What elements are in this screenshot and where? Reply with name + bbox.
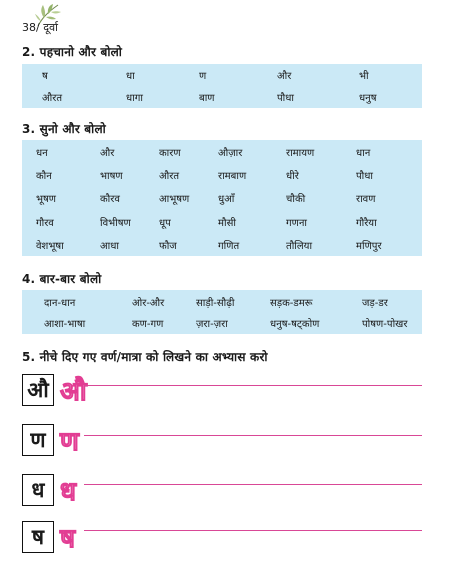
practice-letter-box: ष bbox=[22, 521, 54, 553]
word-pair: साड़ी-सौढ़ी bbox=[196, 297, 235, 309]
word: धुआँ bbox=[218, 194, 235, 206]
word: बाण bbox=[199, 93, 215, 104]
word: तौलिया bbox=[286, 241, 313, 253]
word: धूप bbox=[159, 217, 171, 229]
word: भूषण bbox=[36, 194, 57, 206]
word: धा bbox=[126, 71, 135, 82]
word: गणित bbox=[218, 241, 240, 253]
word-pair: जड़-डर bbox=[362, 297, 388, 309]
word: आभूषण bbox=[159, 194, 190, 206]
word-pair: ज़रा-ज़रा bbox=[196, 318, 228, 330]
word: गौरव bbox=[36, 217, 54, 229]
word-pair: धनुष-षट्कोण bbox=[270, 318, 320, 330]
word: धन bbox=[36, 147, 48, 159]
word: धागा bbox=[126, 93, 143, 104]
word-pair: आशा-भाषा bbox=[44, 318, 86, 330]
word: मौसी bbox=[218, 217, 236, 229]
word: रामबाण bbox=[218, 171, 247, 183]
section-5-title: 5. नीचे दिए गए वर्ण/मात्रा को लिखने का अभ्यास करो bbox=[22, 350, 268, 364]
writing-line[interactable] bbox=[84, 530, 422, 531]
section-2-box bbox=[22, 64, 422, 108]
word: और bbox=[277, 71, 292, 82]
writing-line[interactable] bbox=[84, 385, 422, 386]
word: वेशभूषा bbox=[36, 241, 64, 253]
word: और bbox=[100, 147, 115, 159]
word: औरत bbox=[159, 171, 180, 183]
word: पौधा bbox=[356, 171, 374, 183]
word: ण bbox=[199, 71, 207, 82]
word-pair: ओर-और bbox=[132, 297, 165, 309]
practice-letter-box: औ bbox=[22, 374, 54, 406]
trace-letter: ष bbox=[60, 524, 76, 554]
section-2-title: 2. पहचानो और बोलो bbox=[22, 45, 123, 59]
word: रामायण bbox=[286, 147, 315, 159]
word: धनुष bbox=[359, 93, 377, 104]
section-4-title: 4. बार-बार बोलो bbox=[22, 272, 102, 286]
word: गणना bbox=[286, 217, 307, 229]
word-pair: सड़क-डमरू bbox=[270, 297, 313, 309]
word: चौकी bbox=[286, 194, 306, 206]
word: रावण bbox=[356, 194, 376, 206]
word: कारण bbox=[159, 147, 181, 159]
word: कौरव bbox=[100, 194, 120, 206]
section-4-box bbox=[22, 290, 422, 334]
word: औरत bbox=[42, 93, 63, 104]
word: आधा bbox=[100, 241, 119, 253]
word-pair: दान-धान bbox=[44, 297, 76, 309]
practice-letter-box: ण bbox=[22, 424, 54, 456]
word: धान bbox=[356, 147, 371, 159]
trace-letter: औ bbox=[60, 377, 87, 407]
trace-letter: ध bbox=[60, 477, 76, 507]
word: गौरैया bbox=[356, 217, 377, 229]
word-pair: कण-गण bbox=[132, 318, 164, 330]
page-number: 38/ दूर्वा bbox=[22, 21, 59, 34]
trace-letter: ण bbox=[60, 427, 79, 457]
word: भी bbox=[359, 71, 369, 82]
word: धीरे bbox=[286, 171, 299, 183]
practice-letter-box: ध bbox=[22, 474, 54, 506]
word: मणिपुर bbox=[356, 241, 382, 253]
word: पौधा bbox=[277, 93, 295, 104]
section-3-title: 3. सुनो और बोलो bbox=[22, 122, 106, 136]
writing-line[interactable] bbox=[84, 435, 422, 436]
word: भाषण bbox=[100, 171, 123, 183]
word: औज़ार bbox=[218, 147, 243, 159]
word: कौन bbox=[36, 171, 52, 183]
word-pair: पोषण-पोखर bbox=[362, 318, 408, 330]
section-3-box bbox=[22, 140, 422, 256]
writing-line[interactable] bbox=[84, 484, 422, 485]
word: विभीषण bbox=[100, 217, 131, 229]
word: ष bbox=[42, 71, 48, 82]
word: फौज bbox=[159, 241, 177, 253]
